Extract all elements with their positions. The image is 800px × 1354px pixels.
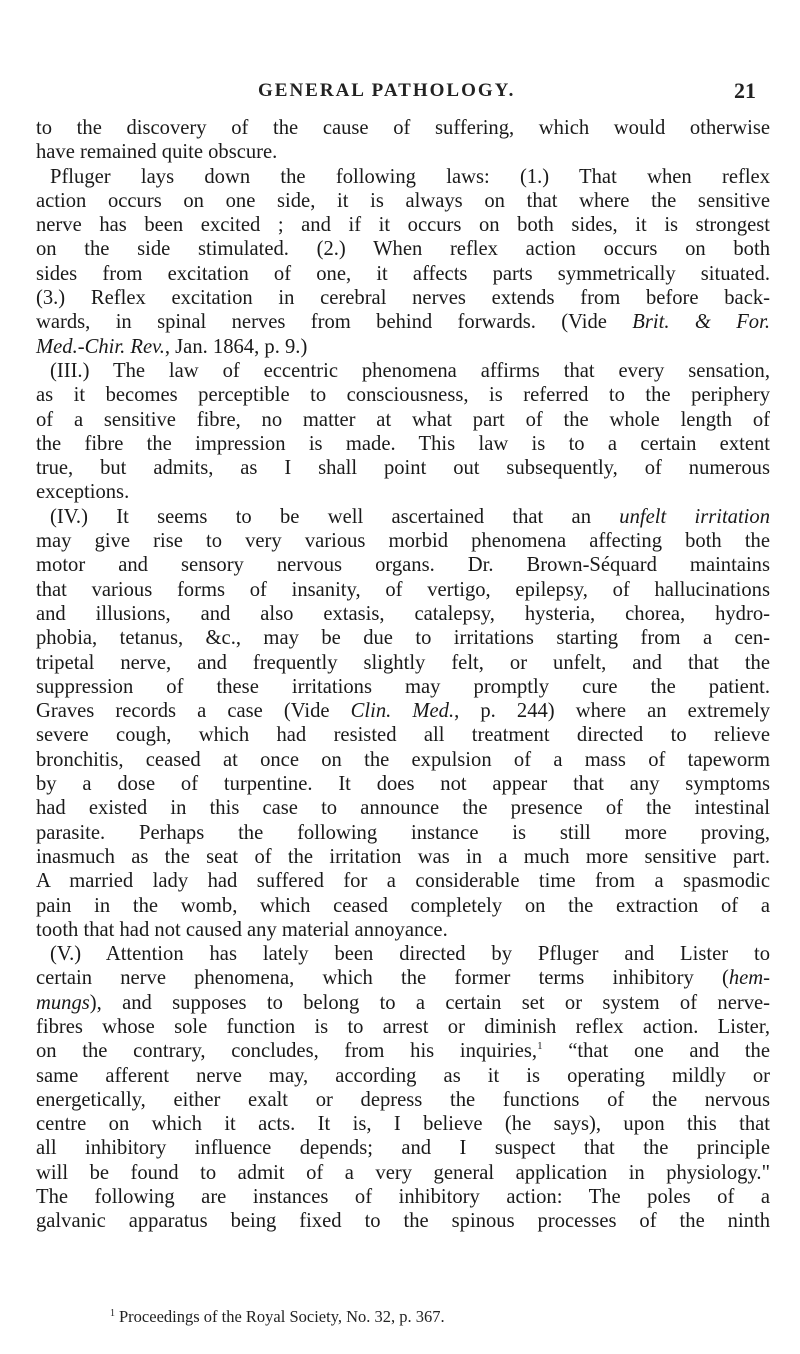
- text-line: as it becomes perceptible to consciousness, is referred to the periphery: [36, 384, 770, 407]
- text-line: all inhibitory influence depends; and I suspect that the principle: [36, 1137, 770, 1160]
- citation-clin-med: Clin. Med.: [350, 700, 455, 723]
- footnote: [110, 1307, 445, 1327]
- text-line: true, but admits, as I shall point out subsequently, of numerous: [36, 457, 770, 480]
- emphasis-hemmungs: mungs: [36, 991, 90, 1014]
- page-number: 21: [734, 78, 756, 103]
- text-line: The following are instances of inhibitory action: The poles of a: [36, 1186, 770, 1209]
- text-segment: “that one and the: [542, 1040, 770, 1063]
- text-segment: ), and supposes to belong to a certain set or system of nerve-: [89, 991, 770, 1014]
- text-line: that various forms of insanity, of vertigo, epilepsy, of hallucinations: [36, 578, 770, 601]
- text-line: (3.) Reflex excitation in cerebral nerves extends from before back-: [36, 287, 770, 310]
- text-segment: , p. 244) where an extremely: [454, 700, 771, 723]
- text-segment: Graves records a case (Vide: [36, 700, 351, 723]
- text-line: have remained quite obscure.: [36, 141, 278, 164]
- text-line: and illusions, and also extasis, catalepsy, hysteria, chorea, hydro-: [36, 602, 770, 625]
- text-line: A married lady had suffered for a considerable time from a spasmodic: [36, 870, 770, 893]
- text-segment: wards, in spinal nerves from behind forwards. (Vide: [36, 311, 633, 334]
- text-line: exceptions.: [36, 481, 130, 504]
- text-line: nerve has been excited ; and if it occurs on both sides, it is strongest: [36, 214, 770, 237]
- text-line: (III.) The law of eccentric phenomena affirms that every sensation,: [50, 359, 770, 382]
- text-line: motor and sensory nervous organs. Dr. Brown-Séquard maintains: [36, 554, 770, 577]
- page-header: [0, 80, 800, 110]
- text-line: Pfluger lays down the following laws: (1.) That when reflex: [50, 165, 770, 188]
- text-line: pain in the womb, which ceased completely on the extraction of a: [36, 894, 770, 917]
- emphasis-unfelt-irritation: unfelt irritation: [619, 505, 770, 528]
- text-line: [36, 335, 770, 359]
- text-line: [36, 966, 770, 990]
- text-segment: , Jan. 1864, p. 9.): [164, 335, 308, 358]
- text-line: centre on which it acts. It is, I believe (he says), upon this that: [36, 1113, 770, 1136]
- text-segment: on the contrary, concludes, from his inquiries,: [36, 1040, 538, 1063]
- text-line: sides from excitation of one, it affects parts symmetrically situated.: [36, 262, 770, 285]
- footnote-reference[interactable]: 1: [537, 1040, 543, 1053]
- text-line: [36, 310, 770, 334]
- footnote-text: Proceedings of the Royal Society, No. 32, p. 367.: [119, 1307, 445, 1326]
- running-head: GENERAL PATHOLOGY.: [258, 80, 516, 101]
- text-line: the fibre the impression is made. This law is to a certain extent: [36, 432, 770, 455]
- text-line: (V.) Attention has lately been directed by Pfluger and Lister to: [50, 943, 770, 966]
- text-line: may give rise to very various morbid phenomena affecting both the: [36, 530, 770, 553]
- text-segment: certain nerve phenomena, which the former terms inhibitory (: [36, 967, 729, 990]
- text-line: had existed in this case to announce the presence of the intestinal: [36, 797, 770, 820]
- text-line: fibres whose sole function is to arrest or diminish reflex action. Lister,: [36, 1015, 770, 1038]
- text-line: of a sensitive fibre, no matter at what part of the whole length of: [36, 408, 770, 431]
- text-line: [36, 505, 770, 529]
- text-line: action occurs on one side, it is always on that where the sensitive: [36, 189, 770, 212]
- text-line: to the discovery of the cause of suffering, which would otherwise: [36, 117, 770, 139]
- text-line: bronchitis, ceased at once on the expulsion of a mass of tapeworm: [36, 748, 770, 771]
- text-line: suppression of these irritations may promptly cure the patient.: [36, 675, 770, 698]
- text-line: phobia, tetanus, &c., may be due to irritations starting from a cen-: [36, 627, 770, 650]
- body-text: [36, 116, 770, 1234]
- text-line: will be found to admit of a very general application in physiology.": [36, 1161, 770, 1184]
- citation-brit-for: Brit. & For.: [632, 311, 770, 334]
- text-line: on the side stimulated. (2.) When reflex action occurs on both: [36, 238, 770, 261]
- text-line: [36, 699, 770, 723]
- text-line: galvanic apparatus being fixed to the spinous processes of the ninth: [36, 1210, 770, 1233]
- text-line: parasite. Perhaps the following instance is still more proving,: [36, 821, 770, 844]
- text-line: [36, 1039, 770, 1063]
- text-line: by a dose of turpentine. It does not appear that any symptoms: [36, 773, 770, 796]
- text-line: [36, 991, 770, 1015]
- footnote-marker: 1: [110, 1307, 115, 1319]
- text-segment: (IV.) It seems to be well ascertained that an: [50, 505, 620, 528]
- emphasis-hem: hem-: [728, 967, 770, 990]
- text-line: inasmuch as the seat of the irritation was in a much more sensitive part.: [36, 845, 770, 868]
- citation-med-chir: Med.-Chir. Rev.: [36, 335, 165, 358]
- text-line: tripetal nerve, and frequently slightly felt, or unfelt, and that the: [36, 651, 770, 674]
- text-line: energetically, either exalt or depress the functions of the nervous: [36, 1088, 770, 1111]
- text-line: same afferent nerve may, according as it is operating mildly or: [36, 1064, 770, 1087]
- text-line: severe cough, which had resisted all treatment directed to relieve: [36, 724, 770, 747]
- text-line: tooth that had not caused any material annoyance.: [36, 918, 448, 941]
